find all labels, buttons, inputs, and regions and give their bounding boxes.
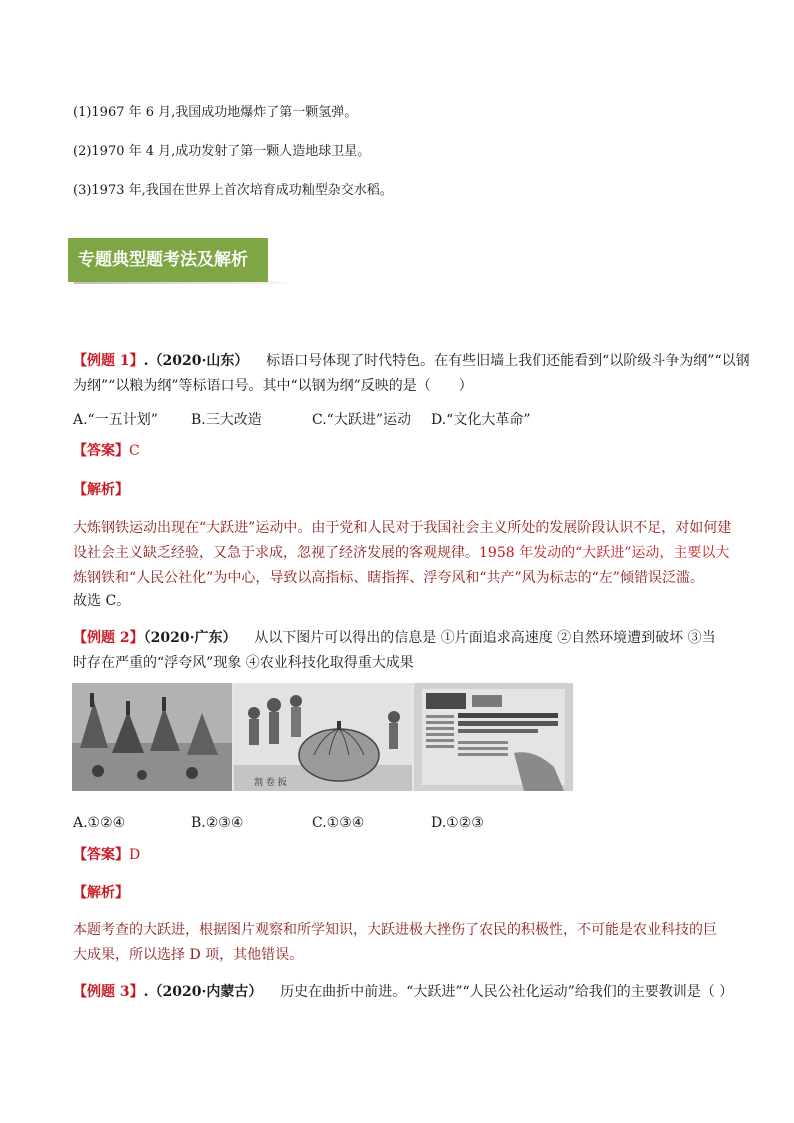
section-banner: [68, 238, 290, 284]
q2-answer-value: D: [129, 847, 141, 863]
photo-backyard-furnaces: [72, 683, 232, 791]
q2-tag: 【例题 2】: [73, 630, 144, 646]
q1-analysis-line2b: 1958 年发动的“大跃进”运动，主要以大: [479, 545, 730, 561]
q1-analysis-line1: 大炼钢铁运动出现在“大跃进”运动中。由于党和人民对于我国社会主义所处的发展阶段认识不足，对如何建: [73, 520, 732, 536]
q2-stem: [73, 626, 733, 676]
q2-answer: [73, 845, 140, 865]
q1-option-b: B.三大改造: [191, 412, 262, 428]
q3-stem-text: 历史在曲折中前进。“大跃进”“人民公社化运动”给我们的主要教训是（ ）: [280, 984, 734, 1000]
q2-stem-line1: 从以下图片可以得出的信息是 ①片面追求高速度 ②自然环境遭到破坏 ③当: [254, 630, 716, 646]
q1-answer: [73, 441, 140, 461]
q1-stem-line1: 标语口号体现了时代特色。在有些旧墙上我们还能看到“以阶级斗争为纲”“以钢: [266, 353, 750, 369]
q3-tag: 【例题 3】: [73, 984, 144, 1000]
q2-analysis-line1: 本题考查的大跃进，根据图片观察和所学知识，大跃进极大挫伤了农民的积极性，不可能是农业科技的巨: [73, 922, 717, 938]
q1-analysis-line4: 故选 C。: [73, 593, 131, 609]
photo-newspaper: [414, 683, 573, 791]
q1-option-d: D.“文化大革命”: [431, 412, 531, 428]
q3-stem: [73, 980, 733, 1005]
q1-analysis-line3: 炼钢铁和“人民公社化”为中心，导致以高指标、瞎指挥、浮夸风和“共产”风为标志的“左”倾错误泛滥。: [73, 570, 704, 586]
q2-source: （2020·广东）: [143, 630, 237, 646]
q2-analysis-tag: 【解析】: [73, 885, 129, 901]
q2-stem-line2: 时存在严重的“浮夸风”现象 ④农业科技化取得重大成果: [73, 655, 414, 671]
q2-option-d: D.①②③: [431, 815, 484, 831]
q1-stem: [73, 349, 750, 399]
q1-analysis: [73, 516, 733, 611]
q1-option-c: C.“大跃进”运动: [312, 412, 411, 428]
q2-image-strip: [72, 683, 573, 791]
fact-3: (3)1973 年,我国在世界上首次培育成功籼型杂交水稻。: [73, 183, 393, 198]
q1-answer-value: C: [129, 443, 140, 459]
q1-analysis-line2a: 设社会主义缺乏经验，又急于求成，忽视了经济发展的客观规律。: [73, 545, 479, 561]
q1-tag: 【例题 1】: [73, 353, 144, 369]
q2-option-b: B.②③④: [191, 815, 244, 831]
fact-2: (2)1970 年 4 月,成功发射了第一颗人造地球卫星。: [73, 144, 371, 159]
section-banner-title: 专题典型题考法及解析: [68, 238, 268, 282]
q1-option-a: A.“一五计划”: [73, 412, 158, 428]
q1-source: .（2020·山东）: [143, 353, 249, 369]
q2-option-a: A.①②④: [73, 815, 126, 831]
q1-stem-line2: 为纲”“以粮为纲”等标语口号。其中“以钢为纲”反映的是（ ）: [73, 378, 473, 394]
q2-answer-tag: 【答案】: [73, 847, 129, 863]
q2-option-c: C.①③④: [312, 815, 365, 831]
q1-answer-tag: 【答案】: [73, 443, 129, 459]
q2-analysis: [73, 918, 733, 968]
fact-1: (1)1967 年 6 月,我国成功地爆炸了第一颗氢弹。: [73, 105, 358, 120]
photo-caption: 割 卷 扳: [254, 778, 287, 788]
photo-giant-pumpkin: [234, 683, 412, 791]
q1-analysis-tag: 【解析】: [73, 482, 129, 498]
q3-source: .（2020·内蒙古）: [143, 984, 263, 1000]
q2-analysis-line2: 大成果，所以选择 D 项，其他错误。: [73, 947, 304, 963]
